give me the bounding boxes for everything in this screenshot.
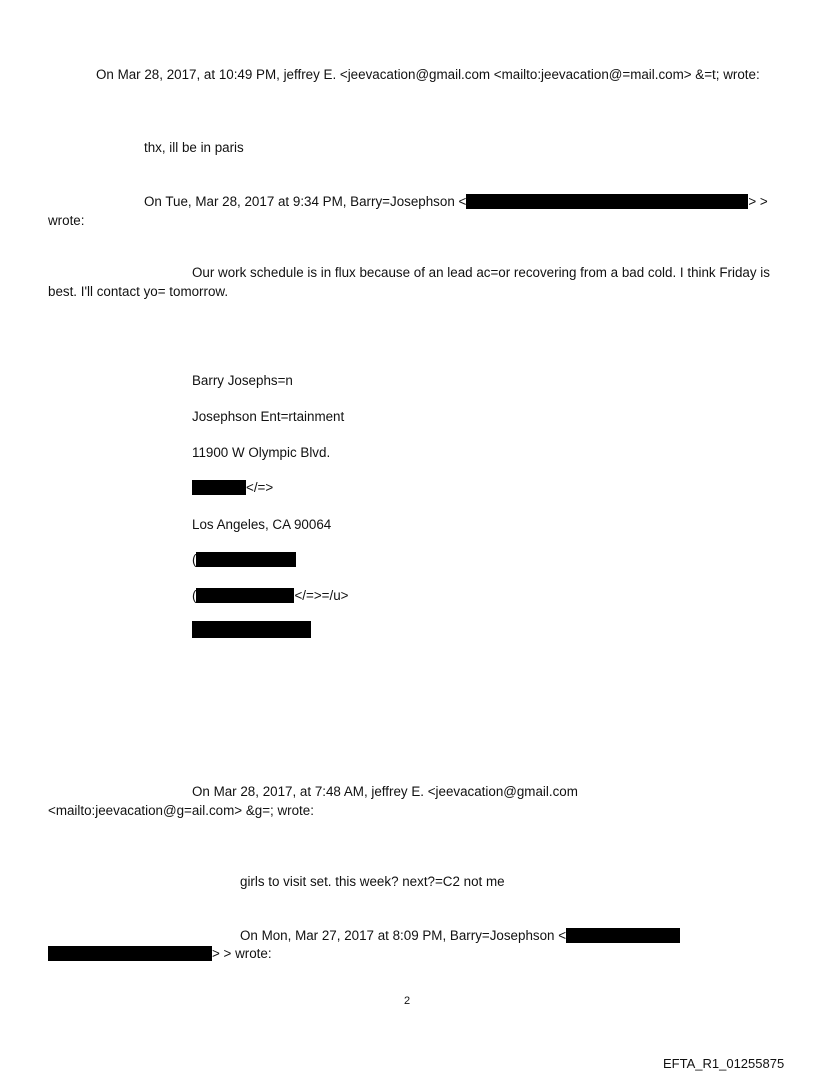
email-header-4-prefix: On Mon, Mar 27, 2017 at 8:09 PM, Barry=Josephson <	[240, 928, 567, 943]
signature-phone-2-prefix: (	[192, 588, 197, 603]
redacted-signature-line	[192, 621, 311, 638]
signature-phone-1	[192, 551, 296, 568]
email-body-2-line-1: Our work schedule is in flux because of an lead ac=or recovering from a bad cold. I think Friday is	[192, 265, 770, 280]
email-header-2-wrap: wrote:	[48, 213, 85, 228]
signature-suite-suffix: </=>	[246, 480, 274, 495]
redacted-phone-2	[196, 588, 294, 603]
email-body-2-line-2: best. I'll contact yo= tomorrow.	[48, 284, 229, 299]
signature-phone-2	[192, 587, 348, 604]
redacted-phone-1	[196, 552, 296, 567]
bates-id: EFTA_R1_01255875	[663, 1056, 785, 1071]
redacted-email-address	[466, 194, 748, 209]
signature-address: 11900 W Olympic Blvd.	[192, 445, 331, 460]
email-header-2-prefix: On Tue, Mar 28, 2017 at 9:34 PM, Barry=Josephson <	[144, 194, 467, 209]
redacted-email-address-2-continued	[48, 946, 212, 961]
email-header-4	[240, 927, 680, 944]
email-header-2-suffix: > >	[748, 194, 768, 209]
email-header-3-line-1: On Mar 28, 2017, at 7:48 AM, jeffrey E. <jeevacation@gmail.com	[192, 784, 578, 799]
signature-city: Los Angeles, CA 90064	[192, 517, 332, 532]
email-body-3: girls to visit set. this week? next?=C2 not me	[240, 874, 505, 889]
reply-text-1: thx, ill be in paris	[144, 140, 244, 155]
email-header-3-line-2: <mailto:jeevacation@g=ail.com> &g=; wrote:	[48, 803, 314, 818]
email-header-4-wrap	[48, 945, 272, 962]
signature-phone-2-suffix: </=>=/u>	[294, 588, 349, 603]
email-header-2	[144, 193, 768, 210]
signature-company: Josephson Ent=rtainment	[192, 409, 345, 424]
signature-name: Barry Josephs=n	[192, 373, 293, 388]
signature-phone-1-prefix: (	[192, 552, 197, 567]
redacted-email-address-2	[566, 928, 680, 943]
signature-suite	[192, 479, 273, 496]
email-header-1: On Mar 28, 2017, at 10:49 PM, jeffrey E. <jeevacation@gmail.com <mailto:jeevacation@=mail.com> &=t; wrote:	[96, 67, 760, 82]
redacted-suite	[192, 480, 246, 495]
email-header-4-wrap-suffix: > > wrote:	[212, 946, 272, 961]
page-number: 2	[404, 995, 411, 1007]
